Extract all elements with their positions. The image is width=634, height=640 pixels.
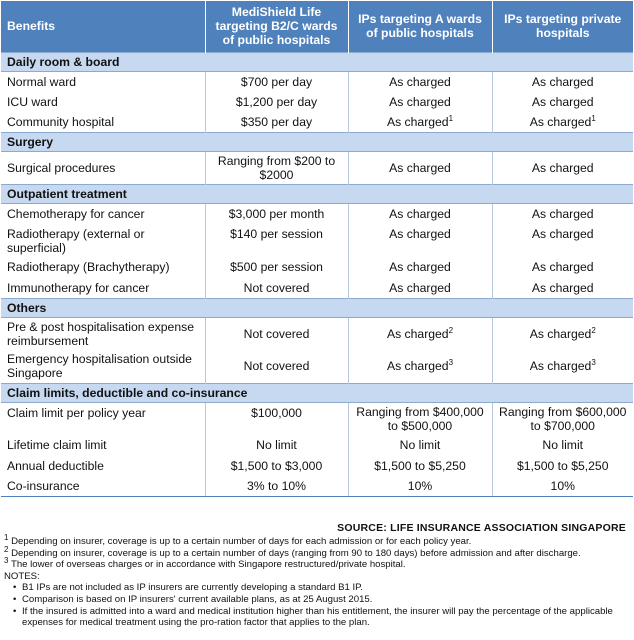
table-row bbox=[1, 257, 633, 278]
section-outpatient-treatment: Outpatient treatment bbox=[1, 185, 633, 204]
notes-list bbox=[4, 582, 630, 628]
medishield-value: $350 per day bbox=[205, 112, 348, 133]
medishield-value: $3,000 per month bbox=[205, 204, 348, 225]
medishield-value: No limit bbox=[205, 435, 348, 456]
ips-private-value bbox=[492, 350, 633, 383]
ips-a-value: As charged bbox=[348, 92, 492, 113]
table-row bbox=[1, 456, 633, 477]
row-label: Chemotherapy for cancer bbox=[1, 204, 205, 225]
row-label: Pre & post hospitalisation expense reimbursement bbox=[1, 317, 205, 350]
footnote-marker: 2 bbox=[591, 325, 596, 335]
ips-a-value: Ranging from $400,000 to $500,000 bbox=[348, 402, 492, 435]
section-row bbox=[1, 133, 633, 152]
medishield-value: $1,200 per day bbox=[205, 92, 348, 113]
table-row bbox=[1, 71, 633, 92]
ips-a-value bbox=[348, 350, 492, 383]
footnote-number: 3 bbox=[4, 556, 9, 565]
section-claim-limits: Claim limits, deductible and co-insurance bbox=[1, 383, 633, 402]
ips-private-value: As charged bbox=[492, 257, 633, 278]
footnote-text: Depending on insurer, coverage is up to a certain number of days (ranging from 90 to 180 days) before admission and after discharge. bbox=[11, 547, 581, 559]
footnote-marker: 3 bbox=[448, 358, 454, 368]
section-surgery: Surgery bbox=[1, 133, 633, 152]
ips-private-value: Ranging from $600,000 to $700,000 bbox=[492, 402, 633, 435]
notes-label: NOTES: bbox=[4, 570, 40, 582]
medishield-value: 3% to 10% bbox=[205, 476, 348, 497]
medishield-value: Not covered bbox=[205, 278, 348, 299]
note-item: • Comparison is based on IP insurers' current available plans, as at 25 August 2015. bbox=[13, 594, 630, 606]
footnote-number: 1 bbox=[4, 532, 9, 542]
footnote-3 bbox=[4, 556, 630, 571]
table-row bbox=[1, 350, 633, 383]
footnote-2 bbox=[4, 544, 630, 560]
table-row bbox=[1, 204, 633, 225]
ips-private-value: As charged bbox=[492, 152, 633, 185]
footnote-marker: 2 bbox=[448, 325, 454, 335]
ips-private-value: As charged bbox=[492, 224, 633, 257]
value-text: As charged bbox=[529, 326, 592, 341]
medishield-value: Ranging from $200 to $2000 bbox=[205, 152, 348, 185]
ips-private-value bbox=[492, 317, 633, 350]
section-row bbox=[1, 298, 633, 317]
footnote-1 bbox=[4, 532, 630, 548]
ips-a-value: As charged bbox=[348, 152, 492, 185]
medishield-value: $700 per day bbox=[205, 71, 348, 92]
row-label: Radiotherapy (Brachytherapy) bbox=[1, 257, 205, 278]
table-header-row bbox=[1, 1, 633, 52]
footnote-text: Depending on insurer, coverage is up to a certain number of days for each admission or for each policy year. bbox=[11, 536, 472, 547]
row-label: Lifetime claim limit bbox=[1, 435, 205, 456]
footnote-number: 2 bbox=[4, 544, 9, 554]
ips-a-value bbox=[348, 317, 492, 350]
table-row bbox=[1, 317, 633, 350]
header-ips-a-wards: IPs targeting A wards of public hospitals bbox=[348, 1, 492, 52]
ips-a-value: $1,500 to $5,250 bbox=[348, 456, 492, 477]
row-label: Community hospital bbox=[1, 112, 205, 133]
table-row bbox=[1, 435, 633, 456]
row-label: Radiotherapy (external or superficial) bbox=[1, 224, 205, 257]
ips-private-value: As charged bbox=[492, 204, 633, 225]
section-row bbox=[1, 383, 633, 402]
benefits-comparison-table bbox=[1, 1, 633, 497]
medishield-value: $140 per session bbox=[205, 224, 348, 257]
ips-a-value: No limit bbox=[348, 435, 492, 456]
row-label: ICU ward bbox=[1, 92, 205, 113]
table-row bbox=[1, 92, 633, 113]
footnotes-block bbox=[4, 532, 630, 629]
ips-private-value: 10% bbox=[492, 476, 633, 497]
table-row bbox=[1, 152, 633, 185]
ips-private-value: $1,500 to $5,250 bbox=[492, 456, 633, 477]
section-row bbox=[1, 185, 633, 204]
ips-private-value: As charged bbox=[492, 92, 633, 113]
value-text: As charged bbox=[386, 115, 449, 129]
row-label: Annual deductible bbox=[1, 456, 205, 477]
source-credit: SOURCE: LIFE INSURANCE ASSOCIATION SINGAPORE bbox=[337, 522, 626, 534]
row-label: Emergency hospitalisation outside Singapore bbox=[1, 350, 205, 383]
ips-a-value: As charged bbox=[348, 204, 492, 225]
value-text: As charged bbox=[386, 359, 449, 374]
footnote-text: The lower of overseas charges or in accordance with Singapore restructured/private hospital. bbox=[10, 559, 406, 571]
section-others: Others bbox=[1, 298, 633, 317]
ips-a-value: As charged bbox=[348, 71, 492, 92]
section-row bbox=[1, 52, 633, 71]
row-label: Co-insurance bbox=[1, 476, 205, 497]
ips-private-value: As charged bbox=[492, 278, 633, 299]
row-label: Surgical procedures bbox=[1, 152, 205, 185]
header-ips-private: IPs targeting private hospitals bbox=[492, 1, 633, 52]
row-label: Claim limit per policy year bbox=[1, 402, 205, 435]
header-benefits: Benefits bbox=[1, 1, 205, 52]
value-text: As charged bbox=[529, 115, 592, 129]
header-medishield-life: MediShield Life targeting B2/C wards of public hospitals bbox=[205, 1, 348, 52]
footnote-marker: 1 bbox=[591, 113, 596, 123]
table-row bbox=[1, 112, 633, 133]
table-row bbox=[1, 278, 633, 299]
medishield-value: $1,500 to $3,000 bbox=[205, 456, 348, 477]
footnote-marker: 1 bbox=[448, 113, 454, 123]
ips-private-value bbox=[492, 112, 633, 133]
medishield-value: Not covered bbox=[205, 350, 348, 383]
ips-a-value: As charged bbox=[348, 224, 492, 257]
ips-a-value bbox=[348, 112, 492, 133]
ips-a-value: As charged bbox=[348, 257, 492, 278]
medishield-value: $500 per session bbox=[205, 257, 348, 278]
value-text: As charged bbox=[529, 359, 592, 374]
medishield-value: $100,000 bbox=[205, 402, 348, 435]
ips-private-value: No limit bbox=[492, 435, 633, 456]
table-row bbox=[1, 224, 633, 257]
table-row bbox=[1, 476, 633, 497]
section-daily-room-board: Daily room & board bbox=[1, 52, 633, 71]
footnote-marker: 3 bbox=[591, 358, 596, 368]
note-item: • B1 IPs are not included as IP insurers are currently developing a standard B1 IP. bbox=[13, 582, 630, 594]
table-row bbox=[1, 402, 633, 435]
ips-a-value: 10% bbox=[348, 476, 492, 497]
ips-private-value: As charged bbox=[492, 71, 633, 92]
ips-a-value: As charged bbox=[348, 278, 492, 299]
row-label: Immunotherapy for cancer bbox=[1, 278, 205, 299]
value-text: As charged bbox=[386, 326, 449, 341]
medishield-value: Not covered bbox=[205, 317, 348, 350]
row-label: Normal ward bbox=[1, 71, 205, 92]
note-item: • If the insured is admitted into a ward and medical institution higher than his entitlement, the insurer will pay the percentage of the applicable expenses for medical treatment using the pro-ration factor that applies to the plan. bbox=[13, 606, 630, 629]
